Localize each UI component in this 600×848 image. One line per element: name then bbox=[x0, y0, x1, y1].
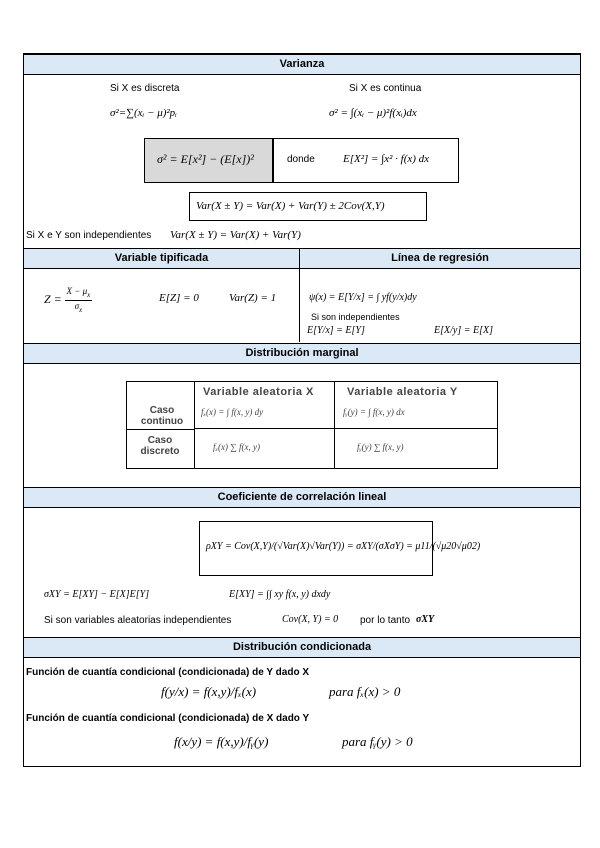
cond-xy-title: Función de cuantía condicional (condicionada) de X dado Y bbox=[26, 713, 310, 724]
main-variance-box bbox=[144, 138, 274, 183]
cov-zero-formula: Cov(X, Y) = 0 bbox=[282, 614, 339, 625]
var-indep-text: Si X e Y son independientes bbox=[26, 230, 152, 241]
cont-x-formula: fₓ(x) = ∫ f(x, y) dy bbox=[201, 407, 264, 417]
psi-formula: ψ(x) = E[Y/x] = ∫ yf(y/x)dy bbox=[309, 292, 417, 303]
sigma-term: σXY bbox=[416, 614, 435, 625]
main-variance-formula: σ² = E[x²] − (E[x])² bbox=[157, 152, 254, 166]
continuous-variance-formula: σ² = ∫(xᵢ − μ)²f(xᵢ)dx bbox=[329, 107, 417, 119]
cond-yx-title: Función de cuantía condicional (condicionada) de Y dado X bbox=[26, 667, 309, 678]
cond-xy-condition: para fᵧ(y) > 0 bbox=[342, 734, 413, 749]
cond-xy-formula: f(x/y) = f(x,y)/fᵧ(y) bbox=[174, 734, 269, 749]
discrete-variance-formula: σ²=∑(xᵢ − μ)²pᵢ bbox=[110, 107, 177, 119]
marginal-header: Distribución marginal bbox=[24, 343, 580, 364]
correlacion-header: Coeficiente de correlación lineal bbox=[24, 487, 580, 508]
sigma-xy-formula: σXY = E[XY] − E[X]E[Y] bbox=[44, 589, 150, 600]
eyx-formula: E[Y/x] = E[Y] bbox=[307, 325, 365, 336]
ex2-box bbox=[272, 138, 459, 183]
cont-y-formula: fᵧ(y) = ∫ f(x, y) dx bbox=[343, 407, 405, 417]
ez-formula: E[Z] = 0 bbox=[159, 292, 199, 304]
ex2-formula: E[X²] = ∫x² · f(x) dx bbox=[343, 153, 430, 165]
row-cont-label: Caso continuo bbox=[140, 405, 184, 427]
discrete-label: Si X es discreta bbox=[110, 83, 180, 94]
disc-x-formula: fₓ(x) ∑ f(x, y) bbox=[213, 442, 260, 452]
disc-y-cell bbox=[335, 429, 497, 468]
continuous-label: Si X es continua bbox=[349, 83, 422, 94]
reg-indep-text: Si son independientes bbox=[311, 312, 400, 322]
var-indep-formula: Var(X ± Y) = Var(X) + Var(Y) bbox=[170, 229, 301, 241]
tip-reg-divider bbox=[299, 248, 300, 342]
disc-x-cell bbox=[195, 429, 335, 468]
por-lo-tanto-text: por lo tanto bbox=[360, 615, 411, 626]
varz-formula: Var(Z) = 1 bbox=[229, 292, 277, 304]
exy-integral-formula: E[XY] = ∫∫ xy f(x, y) dxdy bbox=[229, 589, 331, 600]
marginal-table bbox=[126, 381, 498, 469]
cond-yx-condition: para fₓ(x) > 0 bbox=[329, 684, 401, 699]
corr-indep-text: Si son variables aleatorias independientes bbox=[44, 615, 232, 626]
rho-formula: ρXY = Cov(X,Y)/(√Var(X)√Var(Y)) = σXY/(σXσY) = μ11/(√μ20√μ02) bbox=[206, 541, 481, 552]
exy-formula: E[X/y] = E[X] bbox=[434, 325, 493, 336]
condicionada-header: Distribución condicionada bbox=[24, 637, 580, 658]
cond-yx-formula: f(y/x) = f(x,y)/fₓ(x) bbox=[161, 684, 257, 699]
disc-label-cell bbox=[127, 429, 195, 468]
regresion-header: Línea de regresión bbox=[391, 252, 489, 264]
cont-y-cell bbox=[335, 382, 497, 429]
row-disc-label: Caso discreto bbox=[140, 435, 180, 457]
varianza-header: Varianza bbox=[24, 54, 580, 75]
disc-y-formula: fᵧ(y) ∑ f(x, y) bbox=[357, 442, 404, 452]
var-sum-box bbox=[189, 192, 427, 221]
donde-label: donde bbox=[287, 154, 315, 165]
rho-box bbox=[199, 521, 481, 576]
col-x-label: Variable aleatoria X bbox=[203, 386, 314, 398]
cont-x-cell bbox=[195, 382, 335, 429]
formula-sheet bbox=[23, 53, 581, 767]
z-formula: Z = $\frac{X - \mu_x}{\sigma_x}$ bbox=[44, 286, 91, 314]
tipificada-header: Variable tipificada bbox=[114, 252, 209, 264]
var-sum-formula: Var(X ± Y) = Var(X) + Var(Y) ± 2Cov(X,Y) bbox=[196, 200, 385, 212]
col-y-label: Variable aleatoria Y bbox=[347, 386, 458, 398]
